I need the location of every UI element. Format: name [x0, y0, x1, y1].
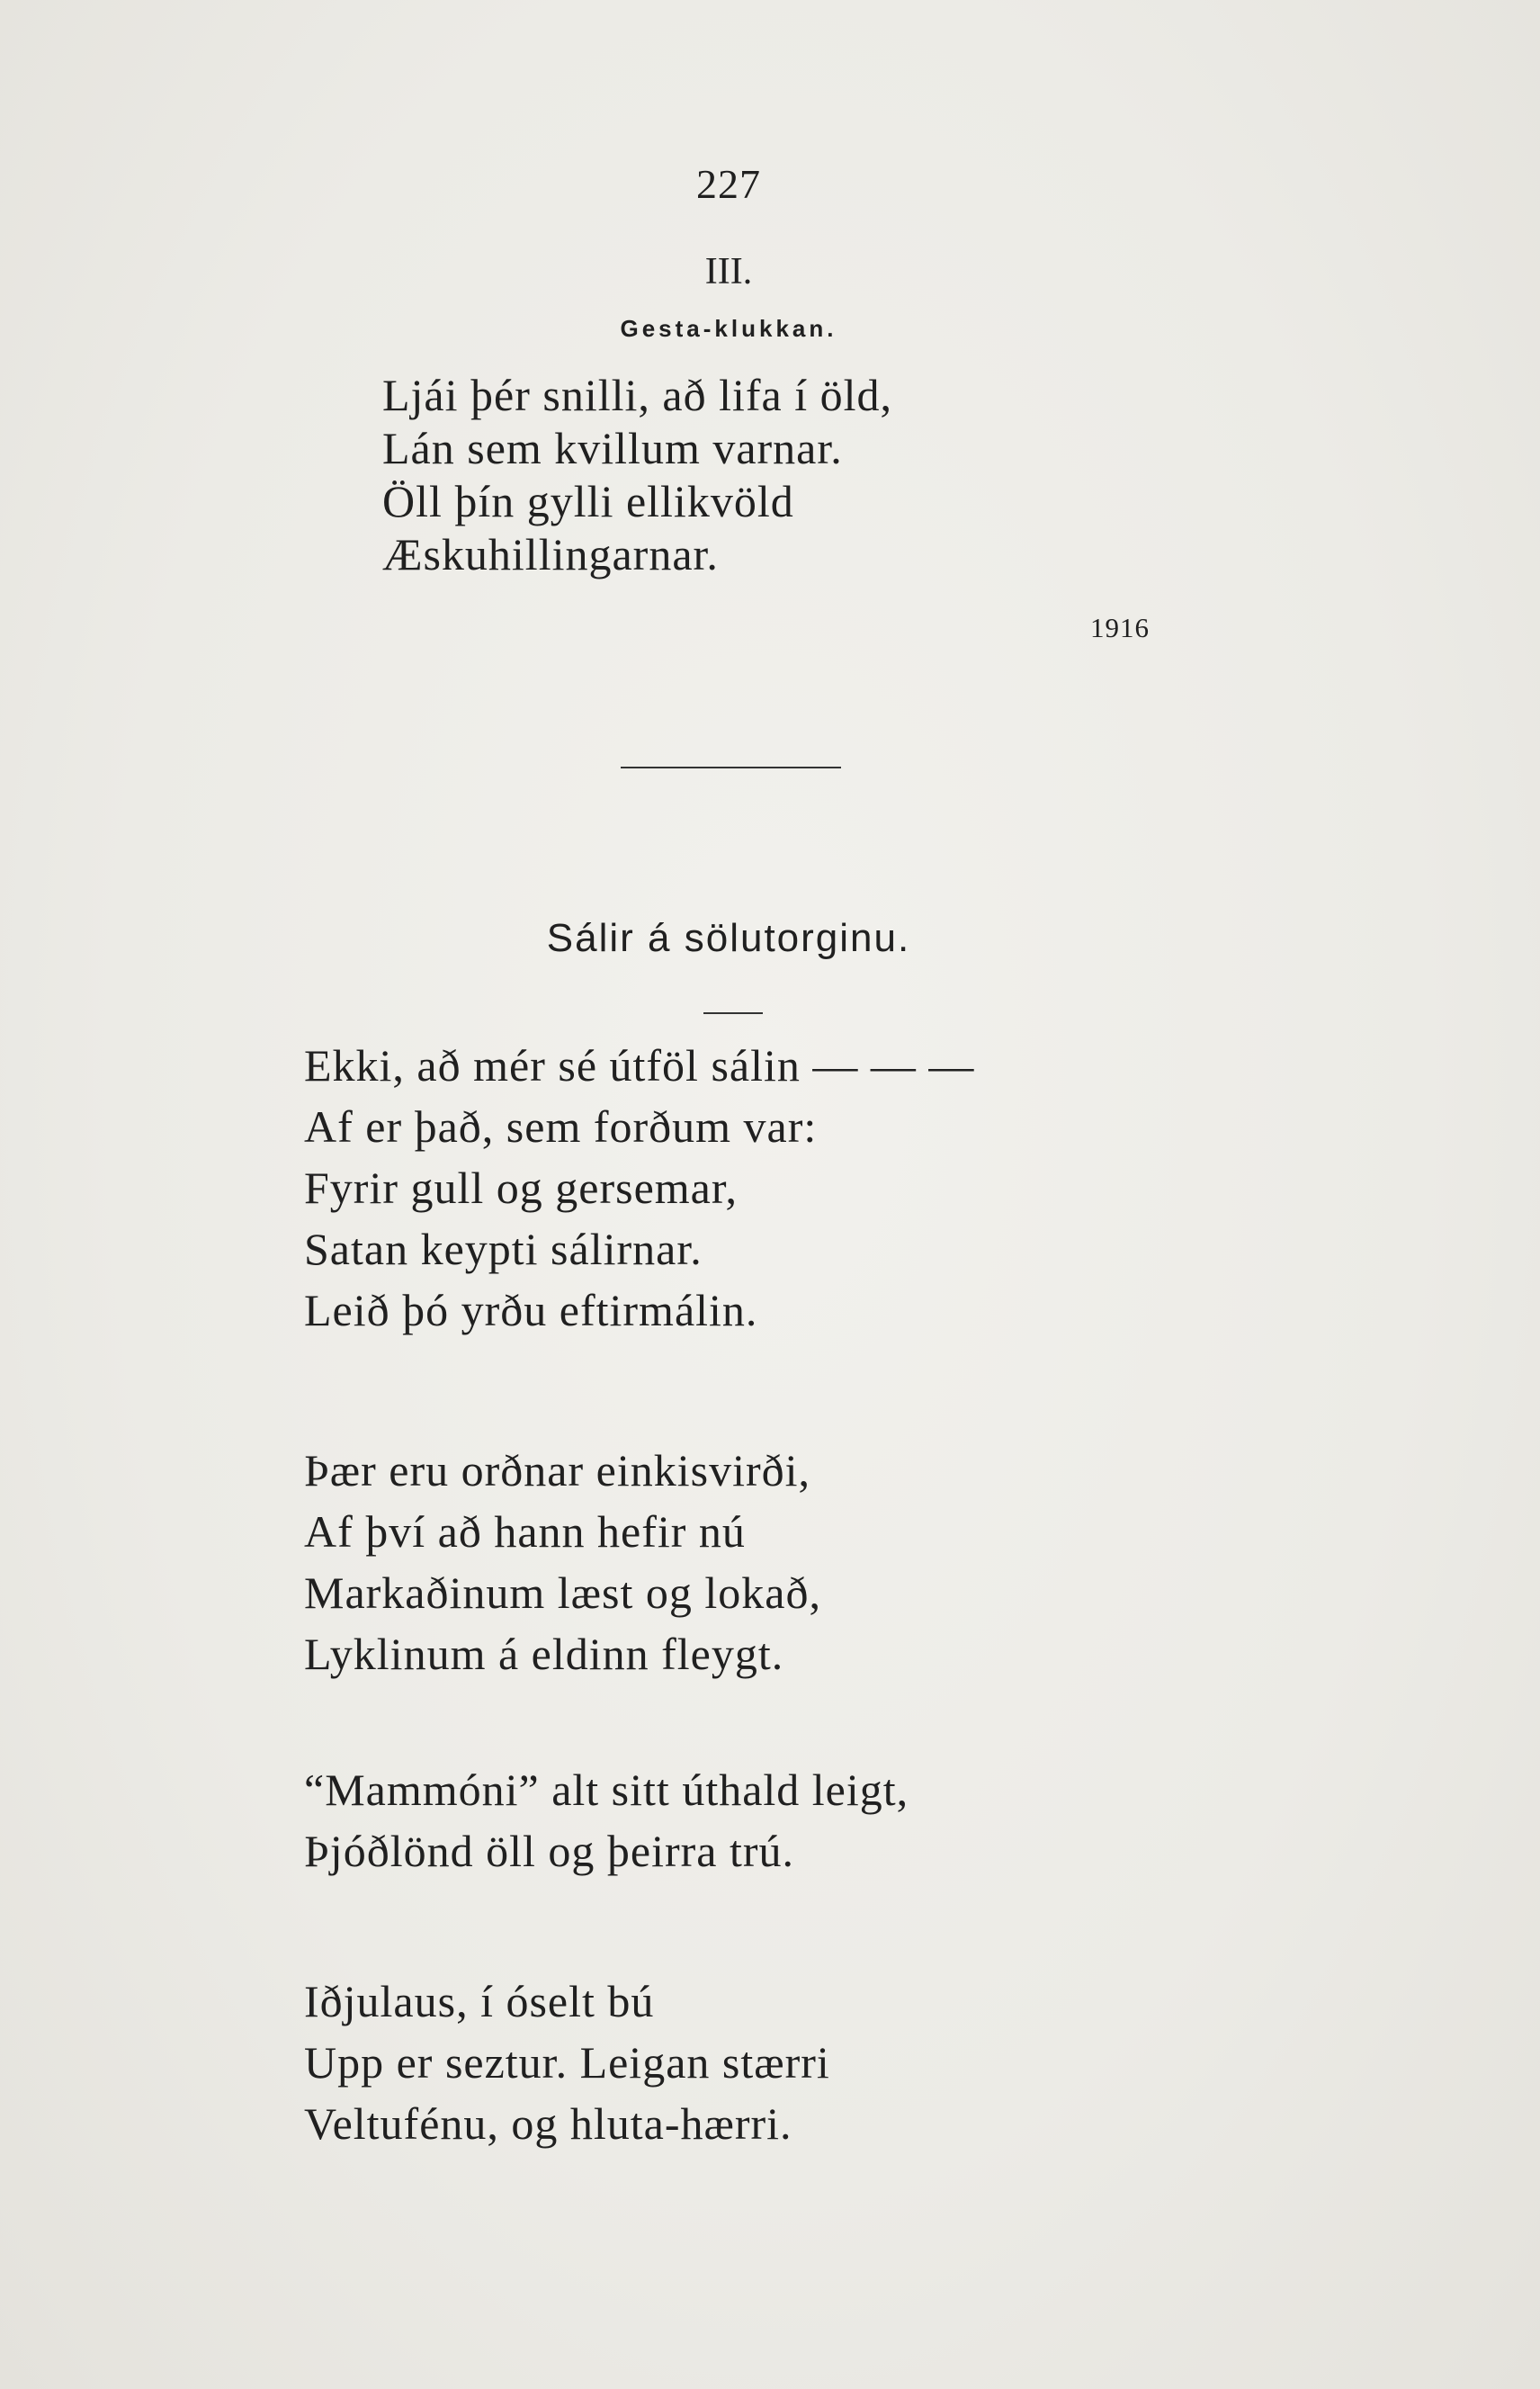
verse-line: Ekki, að mér sé útföl sálin — — — [304, 1040, 975, 1091]
verse-line: Veltufénu, og hluta-hærri. [304, 2098, 792, 2149]
verse-line: Fyrir gull og gersemar, [304, 1163, 739, 1213]
poem-stanza [304, 1759, 909, 1882]
poem-stanza [304, 1971, 830, 2154]
verse-line: Þær eru orðnar einkisvirði, [304, 1445, 811, 1495]
year-date: 1916 [1090, 612, 1150, 643]
verse-line: Af því að hann hefir nú [304, 1506, 746, 1557]
verse-line: Satan keypti sálirnar. [304, 1224, 703, 1274]
verse-line: Leið þó yrðu eftirmálin. [304, 1285, 758, 1335]
verse-line: Upp er seztur. Leigan stærri [304, 2037, 830, 2088]
poem-stanza [304, 1035, 974, 1341]
verse-line: Öll þín gylli ellikvöld [382, 476, 794, 526]
verse-line: Af er það, sem forðum var: [304, 1101, 818, 1152]
verse-line: Iðjulaus, í óselt bú [304, 1976, 655, 2026]
verse-line: Markaðinum læst og lokað, [304, 1567, 821, 1618]
section-number: III. [704, 251, 753, 292]
section-title: Gesta-klukkan. [620, 315, 837, 342]
verse-line: Lyklinum á eldinn fleygt. [304, 1629, 784, 1679]
verse-line: “Mammóni” alt sitt úthald leigt, [304, 1765, 909, 1815]
verse-line: Ljái þér snilli, að lifa í öld, [382, 370, 892, 420]
verse-line: Þjóðlönd öll og þeirra trú. [304, 1826, 794, 1876]
poem-title: Sálir á sölutorginu. [546, 916, 911, 960]
page-number: 227 [696, 161, 761, 207]
verse-line: Lán sem kvillum varnar. [382, 423, 843, 473]
poem-stanza [304, 1440, 821, 1684]
section-divider [621, 767, 841, 768]
verse-line: Æskuhillingarnar. [382, 529, 719, 579]
title-divider [703, 1012, 763, 1014]
section-stanza [382, 369, 892, 581]
